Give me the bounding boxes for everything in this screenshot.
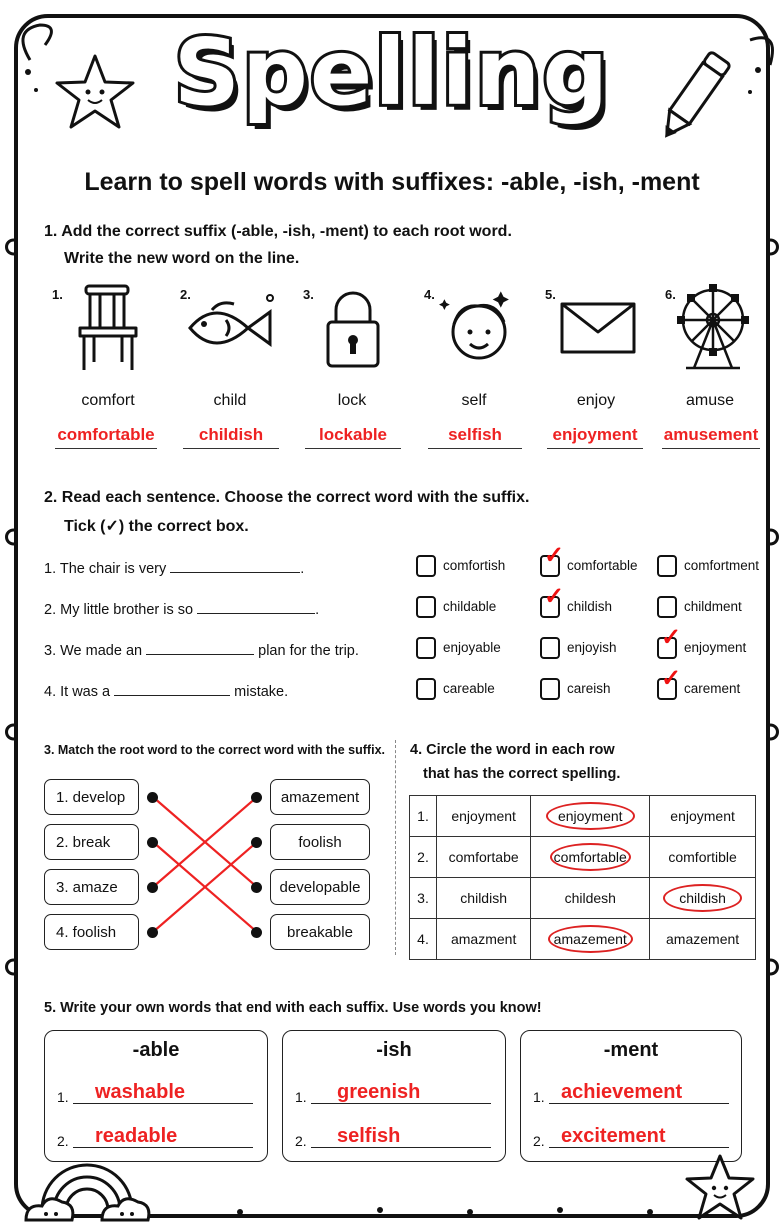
item-number: 5. bbox=[545, 287, 556, 302]
checkbox[interactable] bbox=[657, 596, 677, 618]
match-dot[interactable] bbox=[147, 882, 158, 893]
checkbox[interactable] bbox=[416, 555, 436, 577]
section-divider bbox=[395, 740, 396, 955]
match-dot[interactable] bbox=[147, 837, 158, 848]
check-mark: ✓ bbox=[661, 665, 682, 692]
option-label: childish bbox=[567, 599, 613, 614]
root-word: enjoy bbox=[576, 392, 616, 409]
root-word: lock bbox=[337, 392, 367, 409]
checkbox[interactable] bbox=[540, 637, 560, 659]
section2-instruction: 2. Read each sentence. Choose the correct word with the suffix. bbox=[44, 489, 530, 506]
match-dot[interactable] bbox=[251, 882, 262, 893]
table-row bbox=[410, 837, 756, 878]
word-cell[interactable] bbox=[650, 878, 756, 919]
match-right-box[interactable]: breakable bbox=[270, 914, 370, 950]
written-word: selfish bbox=[337, 1125, 401, 1147]
word-cell[interactable]: enjoyment bbox=[650, 796, 756, 837]
line-number: 1. bbox=[295, 1089, 307, 1105]
word-cell[interactable]: childesh bbox=[531, 878, 650, 919]
star-icon bbox=[680, 1150, 760, 1224]
word-cell[interactable]: comfortabe bbox=[437, 837, 531, 878]
root-word: comfort bbox=[81, 392, 135, 409]
suffix-heading: -ish bbox=[376, 1039, 412, 1061]
row-number: 2. bbox=[410, 837, 437, 878]
boy-face-icon bbox=[436, 286, 522, 372]
fish-icon bbox=[182, 290, 278, 362]
match-left-box[interactable]: 3. amaze bbox=[44, 869, 139, 905]
check-mark: ✓ bbox=[661, 624, 682, 651]
padlock-icon bbox=[322, 286, 384, 372]
option-label: enjoyish bbox=[567, 640, 617, 655]
line-number: 2. bbox=[57, 1133, 69, 1149]
root-word: amuse bbox=[685, 392, 735, 409]
item-number: 4. bbox=[424, 287, 435, 302]
match-dot[interactable] bbox=[251, 837, 262, 848]
table-row bbox=[410, 878, 756, 919]
sentence-row: 4. It was a mistake. bbox=[44, 681, 288, 700]
table-row bbox=[410, 796, 756, 837]
sentence-row: 1. The chair is very . bbox=[44, 558, 304, 577]
word-cell[interactable]: amazment bbox=[437, 919, 531, 960]
match-right-box[interactable]: developable bbox=[270, 869, 370, 905]
suffix-heading: -ment bbox=[603, 1039, 659, 1061]
circled-word: childish bbox=[663, 884, 742, 912]
line-number: 2. bbox=[295, 1133, 307, 1149]
option-label: childment bbox=[684, 599, 742, 614]
rainbow-icon bbox=[22, 1150, 152, 1228]
match-right-box[interactable]: amazement bbox=[270, 779, 370, 815]
written-word: achievement bbox=[561, 1081, 683, 1103]
match-dot[interactable] bbox=[251, 792, 262, 803]
line-number: 1. bbox=[57, 1089, 69, 1105]
suffix-heading: -able bbox=[132, 1039, 180, 1061]
written-word: greenish bbox=[337, 1081, 421, 1103]
checkbox[interactable] bbox=[416, 678, 436, 700]
match-dot[interactable] bbox=[147, 792, 158, 803]
item-number: 6. bbox=[665, 287, 676, 302]
sentence-row: 2. My little brother is so . bbox=[44, 599, 319, 618]
item-number: 2. bbox=[180, 287, 191, 302]
written-word: washable bbox=[95, 1081, 186, 1103]
answer-line[interactable]: enjoyment bbox=[547, 425, 643, 449]
word-cell[interactable]: amazement bbox=[650, 919, 756, 960]
word-cell[interactable] bbox=[531, 837, 650, 878]
suffix-box-able bbox=[44, 1030, 268, 1162]
section1-instruction: 1. Add the correct suffix (-able, -ish, -ment) to each root word. bbox=[44, 223, 512, 240]
page-title: Spelling bbox=[173, 19, 611, 126]
match-right-box[interactable]: foolish bbox=[270, 824, 370, 860]
option-label: comfortable bbox=[567, 558, 638, 573]
table-row bbox=[410, 919, 756, 960]
answer-line[interactable]: childish bbox=[183, 425, 279, 449]
section2-instruction-2: Tick (✓) the correct box. bbox=[64, 518, 249, 535]
ferris-wheel-icon bbox=[672, 282, 754, 374]
word-cell[interactable] bbox=[531, 919, 650, 960]
section1-instruction-2: Write the new word on the line. bbox=[64, 250, 300, 267]
sentence-row: 3. We made an plan for the trip. bbox=[44, 640, 359, 659]
option-label: enjoyable bbox=[443, 640, 501, 655]
envelope-icon bbox=[558, 298, 638, 358]
check-mark: ✓ bbox=[544, 542, 565, 569]
root-word: self bbox=[461, 392, 487, 409]
suffix-box-ish bbox=[282, 1030, 506, 1162]
match-dot[interactable] bbox=[251, 927, 262, 938]
answer-line[interactable]: amusement bbox=[662, 425, 760, 449]
circled-word: amazement bbox=[548, 925, 633, 953]
line-number: 1. bbox=[533, 1089, 545, 1105]
root-word: child bbox=[213, 392, 247, 409]
check-mark: ✓ bbox=[544, 583, 565, 610]
line-number: 2. bbox=[533, 1133, 545, 1149]
answer-line[interactable]: selfish bbox=[428, 425, 522, 449]
option-label: careish bbox=[567, 681, 611, 696]
match-left-box[interactable]: 2. break bbox=[44, 824, 139, 860]
checkbox[interactable] bbox=[657, 555, 677, 577]
row-number: 3. bbox=[410, 878, 437, 919]
section3-instruction: 3. Match the root word to the correct word with the suffix. bbox=[44, 743, 385, 757]
spelling-table bbox=[409, 795, 756, 960]
item-number: 1. bbox=[52, 287, 63, 302]
option-label: comfortment bbox=[684, 558, 760, 573]
checkbox[interactable] bbox=[416, 637, 436, 659]
match-dot[interactable] bbox=[147, 927, 158, 938]
chair-icon bbox=[72, 282, 144, 374]
row-number: 4. bbox=[410, 919, 437, 960]
word-cell[interactable]: enjoyment bbox=[437, 796, 531, 837]
circled-word: comfortable bbox=[550, 843, 631, 871]
written-word: excitement bbox=[561, 1125, 666, 1147]
option-label: carement bbox=[684, 681, 741, 696]
answer-line[interactable]: comfortable bbox=[55, 425, 157, 449]
row-number: 1. bbox=[410, 796, 437, 837]
section5-instruction: 5. Write your own words that end with each suffix. Use words you know! bbox=[44, 1000, 542, 1016]
suffix-box-ment bbox=[520, 1030, 742, 1162]
word-cell[interactable] bbox=[531, 796, 650, 837]
section4-instruction: 4. Circle the word in each row bbox=[410, 742, 615, 758]
match-left-box[interactable]: 1. develop bbox=[44, 779, 139, 815]
match-left-box[interactable]: 4. foolish bbox=[44, 914, 139, 950]
written-word: readable bbox=[95, 1125, 178, 1147]
circled-word: enjoyment bbox=[546, 802, 635, 830]
option-label: childable bbox=[443, 599, 497, 614]
option-label: enjoyment bbox=[684, 640, 747, 655]
word-cell[interactable]: childish bbox=[437, 878, 531, 919]
answer-line[interactable]: lockable bbox=[305, 425, 401, 449]
section4-instruction-2: that has the correct spelling. bbox=[423, 766, 621, 782]
item-number: 3. bbox=[303, 287, 314, 302]
word-cell[interactable]: comfortible bbox=[650, 837, 756, 878]
option-label: comfortish bbox=[443, 558, 506, 573]
option-label: careable bbox=[443, 681, 495, 696]
checkbox[interactable] bbox=[540, 678, 560, 700]
page-subtitle: Learn to spell words with suffixes: -able, -ish, -ment bbox=[84, 168, 700, 196]
checkbox[interactable] bbox=[416, 596, 436, 618]
